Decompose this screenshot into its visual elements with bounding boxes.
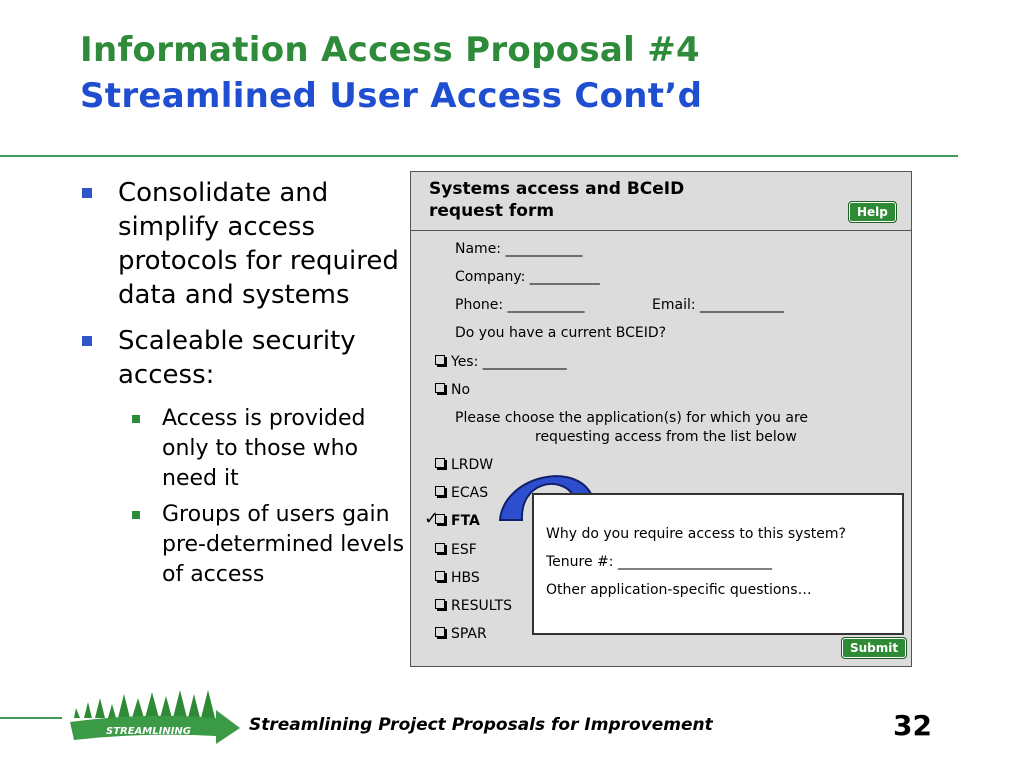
- app-option-fta[interactable]: [424, 508, 480, 530]
- app-option-spar[interactable]: [435, 625, 487, 643]
- footer-divider: [0, 717, 62, 719]
- sub-bullet-item: [118, 500, 410, 590]
- app-label: SPAR: [451, 626, 487, 642]
- title-divider: [0, 155, 958, 157]
- app-label: ESF: [451, 542, 477, 558]
- choose-instruction-cont: requesting access from the list below: [535, 429, 797, 445]
- slide-title: Information Access Proposal #4: [80, 30, 701, 70]
- bullet-item: [80, 324, 410, 392]
- name-field[interactable]: Name: ___________: [455, 241, 583, 257]
- bullet-text: Scaleable security access:: [118, 326, 356, 390]
- checkbox-icon[interactable]: [435, 571, 445, 581]
- app-option-ecas[interactable]: [435, 484, 488, 502]
- help-button[interactable]: Help: [848, 201, 897, 223]
- sub-bullet-square-icon: [132, 415, 140, 423]
- sub-bullet-text: Access is provided only to those who need it: [162, 406, 366, 491]
- other-questions: Other application-specific questions…: [546, 582, 812, 598]
- footer-text: Streamlining Project Proposals for Improvement: [249, 715, 713, 735]
- sub-bullet-square-icon: [132, 511, 140, 519]
- app-label: ECAS: [451, 485, 489, 501]
- checkbox-icon[interactable]: [424, 508, 445, 529]
- checkbox-icon[interactable]: [435, 383, 445, 393]
- checkbox-icon[interactable]: [435, 486, 445, 496]
- sub-bullet-item: [118, 404, 410, 494]
- checkmark-icon: ✓: [424, 508, 440, 529]
- checkbox-icon[interactable]: [435, 543, 445, 553]
- checkbox-icon[interactable]: [435, 458, 445, 468]
- reason-question[interactable]: Why do you require access to this system?: [546, 526, 846, 542]
- app-label: LRDW: [451, 457, 494, 473]
- slide-subtitle: Streamlined User Access Cont’d: [80, 76, 703, 116]
- app-label: RESULTS: [451, 598, 513, 614]
- app-option-esf[interactable]: [435, 541, 477, 559]
- submit-button[interactable]: Submit: [841, 637, 907, 659]
- checkbox-icon[interactable]: [435, 627, 445, 637]
- bullet-square-icon: [82, 188, 92, 198]
- email-field[interactable]: Email: ____________: [652, 297, 785, 313]
- form-title: Systems access and BCeID request form: [429, 179, 685, 221]
- application-questions-popup: [532, 493, 904, 635]
- bullet-item: [80, 176, 410, 312]
- yes-label: Yes: ____________: [451, 354, 567, 370]
- sub-bullet-text: Groups of users gain pre-determined levels of access: [162, 502, 405, 587]
- phone-field[interactable]: Phone: ___________: [455, 297, 585, 313]
- company-field[interactable]: Company: __________: [455, 269, 600, 285]
- yes-option[interactable]: [435, 353, 567, 371]
- bullet-text: Consolidate and simplify access protocols for required data and systems: [118, 178, 399, 310]
- app-option-hbs[interactable]: [435, 569, 480, 587]
- form-header: [411, 172, 911, 231]
- app-label: FTA: [451, 513, 480, 529]
- no-option[interactable]: [435, 381, 470, 399]
- checkbox-icon[interactable]: [435, 599, 445, 609]
- app-label: HBS: [451, 570, 480, 586]
- bullet-square-icon: [82, 336, 92, 346]
- logo-text: STREAMLINING: [106, 726, 192, 737]
- page-number: 32: [893, 709, 932, 742]
- streamlining-logo: [66, 688, 242, 746]
- bullet-list: [80, 176, 410, 596]
- no-label: No: [451, 382, 471, 398]
- bceid-question: Do you have a current BCEID?: [455, 325, 667, 341]
- app-option-lrdw[interactable]: [435, 456, 493, 474]
- choose-instruction: Please choose the application(s) for which you are: [455, 410, 809, 426]
- tenure-field[interactable]: Tenure #: ______________________: [546, 554, 772, 570]
- checkbox-icon[interactable]: [435, 355, 445, 365]
- app-option-results[interactable]: [435, 597, 512, 615]
